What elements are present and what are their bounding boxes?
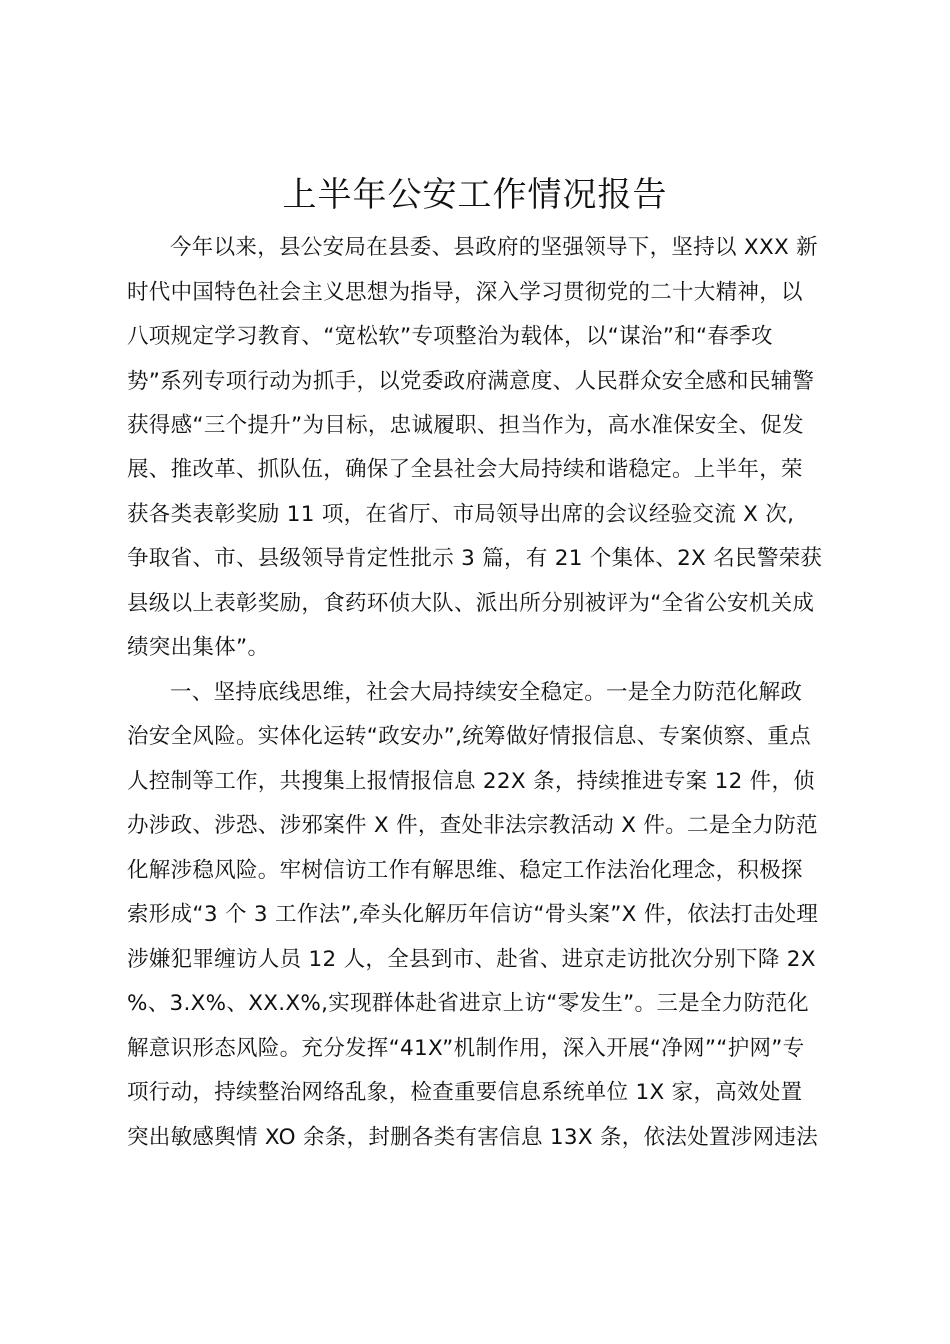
paragraph-line: 项行动，持续整治网络乱象，检查重要信息系统单位 1X 家，高效处置	[127, 1080, 803, 1105]
paragraph-line: 化解涉稳风险。牢树信访工作有解思维、稳定工作法治化理念，积极探	[127, 858, 803, 883]
paragraph-line: 绩突出集体”。	[127, 635, 270, 660]
paragraph-line: 八项规定学习教育、“宽松软”专项整治为载体，以“谋治”和“春季攻	[127, 324, 773, 349]
paragraph-line: 展、推改革、抓队伍，确保了全县社会大局持续和谐稳定。上半年，荣	[127, 457, 803, 482]
paragraph-line: 涉嫌犯罪缠访人员 12 人，全县到市、赴省、进京走访批次分别下降 2X	[127, 947, 816, 972]
paragraph-line: 时代中国特色社会主义思想为指导，深入学习贯彻党的二十大精神，以	[127, 280, 803, 305]
paragraph-line: 突出敏感舆情 XO 余条，封删各类有害信息 13X 条，依法处置涉网违法	[127, 1125, 819, 1150]
paragraph-line: 势”系列专项行动为抓手，以党委政府满意度、人民群众安全感和民辅警	[127, 369, 815, 394]
paragraph-line: %、3.X%、XX.X%,实现群体赴省进京上访“零发生”。三是全力防范化	[127, 991, 809, 1016]
paragraph-line: 办涉政、涉恐、涉邪案件 X 件，查处非法宗教活动 X 件。二是全力防范	[127, 813, 818, 838]
paragraph-line: 获得感“三个提升”为目标，忠诚履职、担当作为，高水准保安全、促发	[127, 413, 804, 438]
paragraph-line: 一、坚持底线思维，社会大局持续安全稳定。一是全力防范化解政	[170, 680, 803, 705]
paragraph-line: 治安全风险。实体化运转“政安办”,统筹做好情报信息、专案侦察、重点	[127, 724, 812, 749]
paragraph-line: 解意识形态风险。充分发挥“41X”机制作用，深入开展“净网”“护网”专	[127, 1036, 805, 1061]
paragraph-line: 争取省、市、县级领导肯定性批示 3 篇，有 21 个集体、2X 名民警荣获	[127, 546, 823, 571]
paragraph-line: 今年以来，县公安局在县委、县政府的坚强领导下，坚持以 XXX 新	[170, 235, 818, 260]
document-title: 上半年公安工作情况报告	[282, 175, 668, 215]
paragraph-line: 人控制等工作，共搜集上报情报信息 22X 条，持续推进专案 12 件，侦	[127, 769, 816, 794]
paragraph-line: 索形成“3 个 3 工作法”,牵头化解历年信访“骨头案”X 件，依法打击处理	[127, 902, 819, 927]
paragraph-line: 获各类表彰奖励 11 项，在省厅、市局领导出席的会议经验交流 X 次,	[127, 502, 795, 527]
paragraph-line: 县级以上表彰奖励，食药环侦大队、派出所分别被评为“全省公安机关成	[127, 591, 815, 616]
